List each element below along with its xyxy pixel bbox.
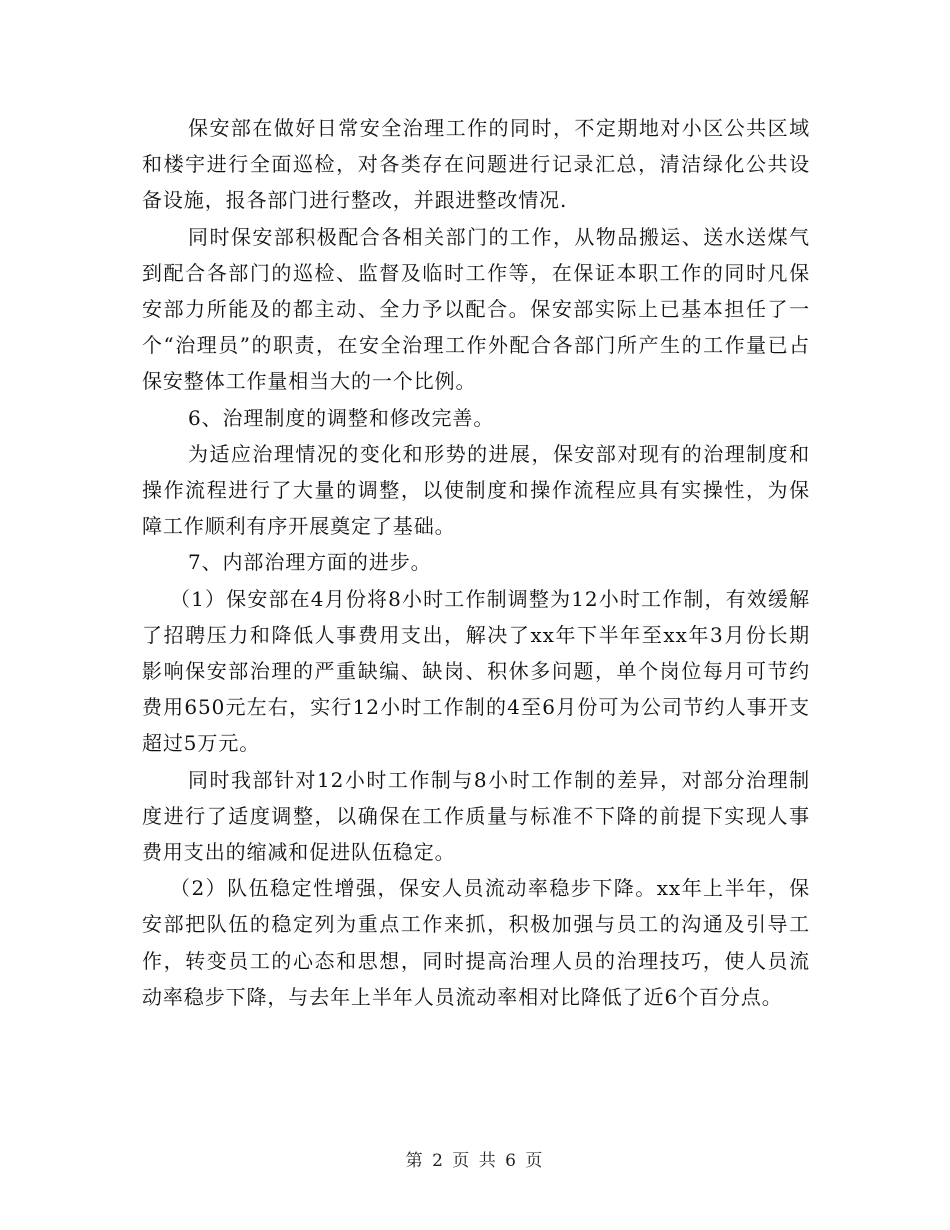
paragraph-system-adjustment: 为适应治理情况的变化和形势的进展，保安部对现有的治理制度和操作流程进行了大量的调整，以使制度和操作流程应具有实操性，为保障工作顺利有序开展奠定了基础。	[142, 441, 810, 539]
heading-item-6: 6、治理制度的调整和修改完善。	[188, 405, 495, 430]
paragraph-work-hours: （1）保安部在4月份将8小时工作制调整为12小时工作制，有效缓解了招聘压力和降低人事费用支出，解决了xx年下半年至xx年3月份长期影响保安部治理的严重缺编、缺岗、积休多问题，单个岗位每月可节约费用650元左右，实行12小时工作制的4至6月份可为公司节约人事开支超过5万元。	[142, 586, 810, 756]
paragraph-system-difference: 同时我部针对12小时工作制与8小时工作制的差异，对部分治理制度进行了适度调整，以确保在工作质量与标准不下降的前提下实现人事费用支出的缩减和促进队伍稳定。	[142, 767, 810, 865]
paragraph-patrol: 保安部在做好日常安全治理工作的同时，不定期地对小区公共区域和楼宇进行全面巡检，对各类存在问题进行记录汇总，清洁绿化公共设备设施，报各部门进行整改，并跟进整改情况.	[142, 116, 810, 213]
page-footer: 第 2 页 共 6 页	[405, 1151, 545, 1171]
paragraph-team-stability: （2）队伍稳定性增强，保安人员流动率稳步下降。xx年上半年，保安部把队伍的稳定列为重点工作来抓，积极加强与员工的沟通及引导工作，转变员工的心态和思想，同时提高治理人员的治理技巧，使人员流动率稳步下降，与去年上半年人员流动率相对比降低了近6个百分点。	[142, 876, 810, 1009]
document-body	[142, 110, 810, 1015]
paragraph-cooperation: 同时保安部积极配合各相关部门的工作，从物品搬运、送水送煤气到配合各部门的巡检、监督及临时工作等，在保证本职工作的同时凡保安部力所能及的都主动、全力予以配合。保安部实际上已基本担任了一个“治理员”的职责，在安全治理工作外配合各部门所产生的工作量已占保安整体工作量相当大的一个比例。	[142, 224, 810, 394]
heading-item-7: 7、内部治理方面的进步。	[188, 550, 432, 575]
